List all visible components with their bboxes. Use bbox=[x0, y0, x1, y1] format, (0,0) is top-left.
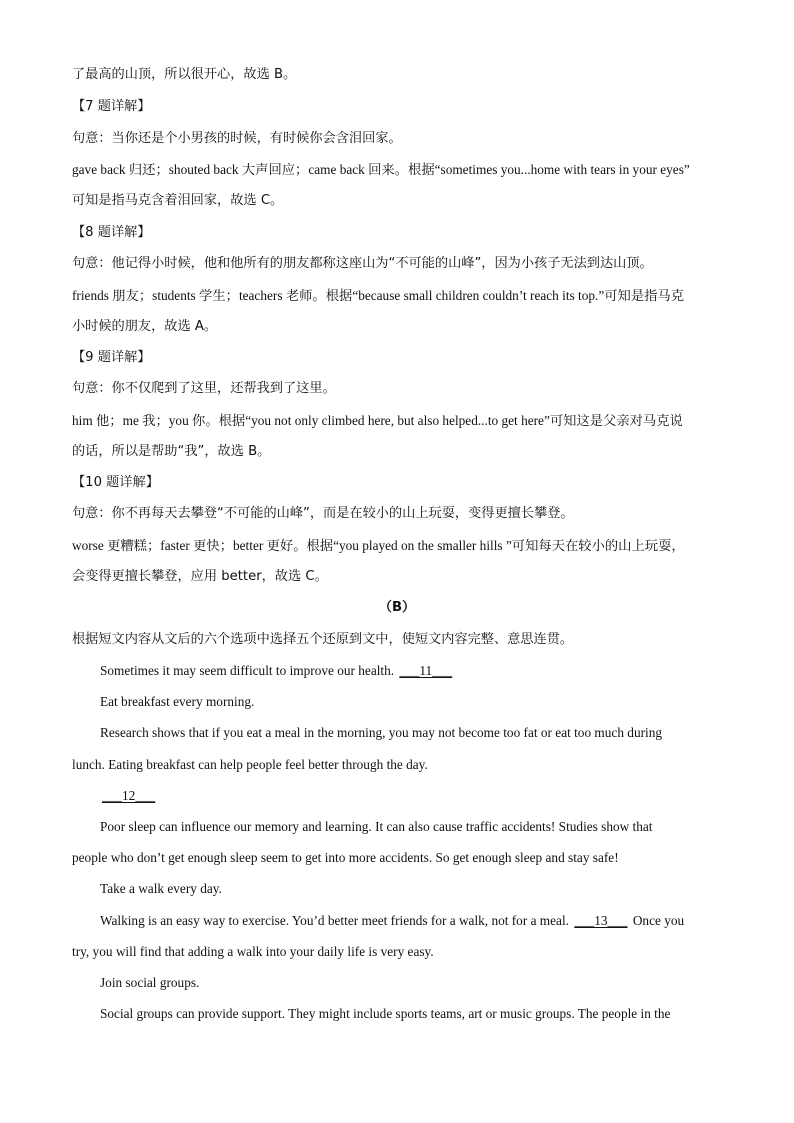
passage-line-with-blank-13 bbox=[100, 910, 724, 932]
passage-line: Research shows that if you eat a meal in the morning, you may not become too fat or eat too much during bbox=[100, 725, 663, 740]
blank-13: ___13___ bbox=[574, 913, 628, 928]
passage-line: Poor sleep can influence our memory and learning. It can also cause traffic accidents! Studies show that bbox=[100, 819, 653, 834]
section-b-title: （B） bbox=[378, 600, 416, 615]
section-b-instruction: 根据短文内容从文后的六个选项中选择五个还原到文中，使短文内容完整、意思连贯。 bbox=[72, 632, 574, 647]
passage-paragraph-intro bbox=[100, 660, 724, 682]
q8-options: friends 朋友；students 学生；teachers 老师。根据“because small children couldn’t reach its top.”可知是指马克 bbox=[72, 288, 685, 303]
passage-heading-breakfast: Eat breakfast every morning. bbox=[100, 694, 255, 709]
q9-options: him 他；me 我；you 你。根据“you not only climbed here, but also helped...to get here”可知这是父亲对马克说 bbox=[72, 413, 683, 428]
q7-options: gave back 归还；shouted back 大声回应；came back 回来。根据“sometimes you...home with tears in your eyes” bbox=[72, 162, 690, 177]
passage-line: Social groups can provide support. They might include sports teams, art or music groups. The people in the bbox=[100, 1006, 671, 1021]
q10-meaning: 句意：你不再每天去攀登“不可能的山峰”，而是在较小的山上玩耍，变得更擅长攀登。 bbox=[72, 506, 574, 521]
passage-line: people who don’t get enough sleep seem to get into more accidents. So get enough sleep and stay safe! bbox=[72, 850, 619, 865]
q8-heading: 【8 题详解】 bbox=[72, 225, 151, 240]
passage-heading-social: Join social groups. bbox=[100, 975, 200, 990]
passage-text: Once you bbox=[629, 913, 685, 928]
blank-12-line bbox=[100, 785, 724, 807]
passage-heading-walk: Take a walk every day. bbox=[100, 881, 222, 896]
q8-meaning: 句意：他记得小时候，他和他所有的朋友都称这座山为“不可能的山峰”，因为小孩子无法到达山顶。 bbox=[72, 256, 653, 271]
q9-heading: 【9 题详解】 bbox=[72, 350, 151, 365]
q7-meaning: 句意：当你还是个小男孩的时候，有时候你会含泪回家。 bbox=[72, 131, 402, 146]
blank-12: ___12___ bbox=[102, 788, 156, 803]
q6-conclusion: 了最高的山顶，所以很开心，故选 B。 bbox=[72, 67, 297, 82]
passage-line: try, you will find that adding a walk into your daily life is very easy. bbox=[72, 944, 434, 959]
q7-heading: 【7 题详解】 bbox=[72, 99, 151, 114]
q10-conclusion: 会变得更擅长攀登，应用 better，故选 C。 bbox=[72, 569, 328, 584]
q7-conclusion: 可知是指马克含着泪回家，故选 C。 bbox=[72, 193, 284, 208]
q10-options: worse 更糟糕；faster 更快；better 更好。根据“you played on the smaller hills ”可知每天在较小的山上玩耍， bbox=[72, 538, 685, 553]
q9-conclusion: 的话，所以是帮助“我”，故选 B。 bbox=[72, 444, 271, 459]
passage-text: Walking is an easy way to exercise. You’d better meet friends for a walk, not for a meal. bbox=[100, 913, 573, 928]
blank-11: ___11___ bbox=[399, 663, 453, 678]
q10-heading: 【10 题详解】 bbox=[72, 475, 159, 490]
passage-line: lunch. Eating breakfast can help people feel better through the day. bbox=[72, 757, 428, 772]
q9-meaning: 句意：你不仅爬到了这里，还帮我到了这里。 bbox=[72, 381, 336, 396]
q8-conclusion: 小时候的朋友，故选 A。 bbox=[72, 319, 218, 334]
passage-text: Sometimes it may seem difficult to improve our health. bbox=[100, 663, 398, 678]
